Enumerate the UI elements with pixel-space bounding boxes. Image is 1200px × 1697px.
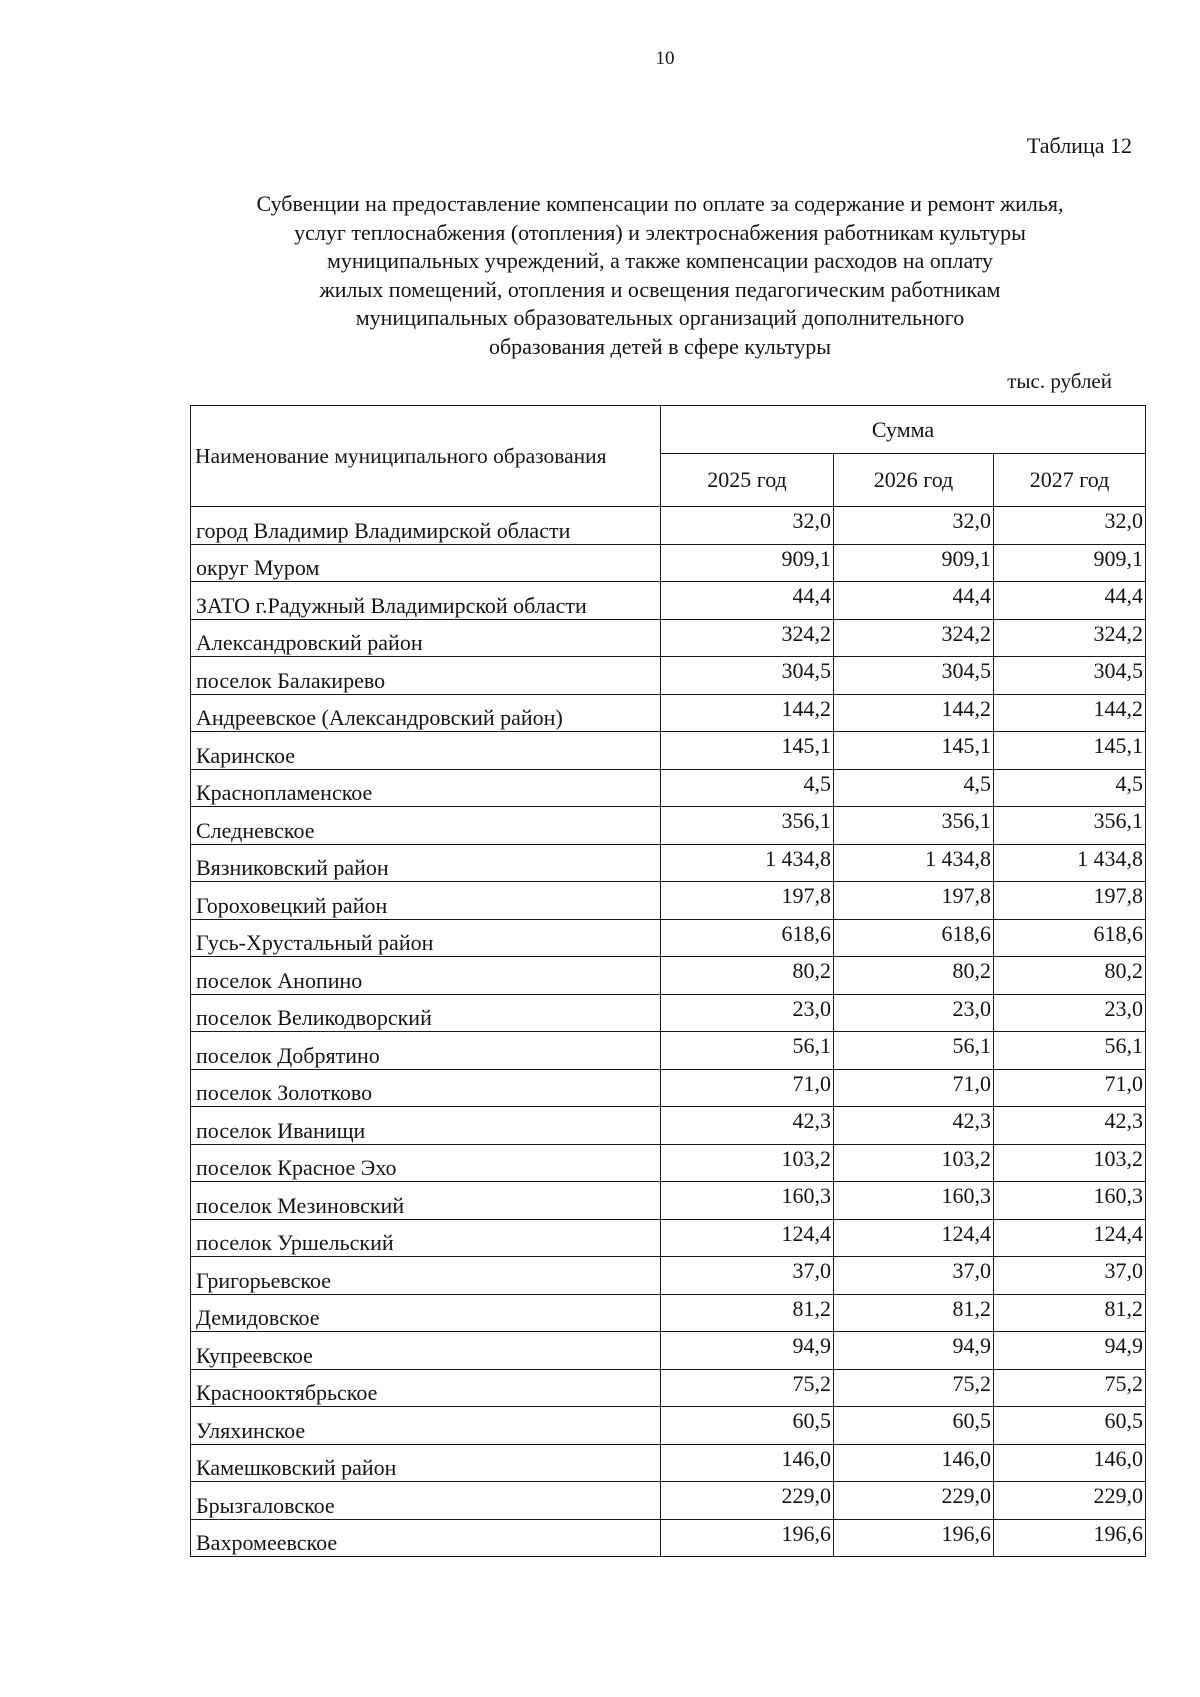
subvention-table xyxy=(190,405,1146,1557)
value-cell-2027: 1 434,8 xyxy=(994,844,1146,882)
value-cell-2025: 618,6 xyxy=(661,919,834,957)
value-cell-2025: 324,2 xyxy=(661,619,834,657)
value-cell-2025: 32,0 xyxy=(661,507,834,545)
value-cell-2027: 304,5 xyxy=(994,657,1146,695)
table-row xyxy=(191,882,1146,920)
municipality-name-cell: Краснооктябрьское xyxy=(191,1369,661,1407)
municipality-name-cell: поселок Добрятино xyxy=(191,1032,661,1070)
value-cell-2027: 60,5 xyxy=(994,1407,1146,1445)
table-row xyxy=(191,919,1146,957)
table-row xyxy=(191,1219,1146,1257)
value-cell-2025: 160,3 xyxy=(661,1182,834,1220)
value-cell-2026: 304,5 xyxy=(834,657,994,695)
document-title xyxy=(190,190,1130,362)
municipality-name-cell: Купреевское xyxy=(191,1332,661,1370)
table-row xyxy=(191,1332,1146,1370)
value-cell-2026: 144,2 xyxy=(834,694,994,732)
value-cell-2025: 37,0 xyxy=(661,1257,834,1295)
municipality-name-cell: Брызгаловское xyxy=(191,1482,661,1520)
value-cell-2025: 145,1 xyxy=(661,732,834,770)
value-cell-2026: 324,2 xyxy=(834,619,994,657)
municipality-name-cell: Краснопламенское xyxy=(191,769,661,807)
value-cell-2026: 103,2 xyxy=(834,1144,994,1182)
value-cell-2026: 23,0 xyxy=(834,994,994,1032)
value-cell-2027: 32,0 xyxy=(994,507,1146,545)
municipality-name-cell: Камешковский район xyxy=(191,1444,661,1482)
table-row xyxy=(191,1069,1146,1107)
title-line: муниципальных учреждений, а также компенсации расходов на оплату xyxy=(326,248,994,274)
value-cell-2026: 356,1 xyxy=(834,807,994,845)
municipality-name-cell: поселок Золотково xyxy=(191,1069,661,1107)
value-cell-2026: 71,0 xyxy=(834,1069,994,1107)
value-cell-2027: 356,1 xyxy=(994,807,1146,845)
value-cell-2025: 196,6 xyxy=(661,1519,834,1557)
value-cell-2026: 160,3 xyxy=(834,1182,994,1220)
municipality-name-cell: ЗАТО г.Радужный Владимирской области xyxy=(191,582,661,620)
municipality-name-cell: поселок Уршельский xyxy=(191,1219,661,1257)
value-cell-2027: 145,1 xyxy=(994,732,1146,770)
table-row xyxy=(191,1107,1146,1145)
title-line: Субвенции на предоставление компенсации по оплате за содержание и ремонт жилья, xyxy=(256,191,1064,216)
table-row xyxy=(191,1182,1146,1220)
page-number: 10 xyxy=(655,48,675,69)
value-cell-2027: 196,6 xyxy=(994,1519,1146,1557)
value-cell-2025: 71,0 xyxy=(661,1069,834,1107)
municipality-name-cell: поселок Иванищи xyxy=(191,1107,661,1145)
value-cell-2025: 197,8 xyxy=(661,882,834,920)
municipality-name-cell: Следневское xyxy=(191,807,661,845)
value-cell-2027: 324,2 xyxy=(994,619,1146,657)
value-cell-2026: 60,5 xyxy=(834,1407,994,1445)
value-cell-2025: 80,2 xyxy=(661,957,834,995)
table-row xyxy=(191,1144,1146,1182)
table-row xyxy=(191,1407,1146,1445)
title-line: образования детей в сфере культуры xyxy=(488,333,832,359)
header-sum: Сумма xyxy=(661,406,1146,454)
table-row xyxy=(191,1032,1146,1070)
value-cell-2027: 197,8 xyxy=(994,882,1146,920)
value-cell-2026: 146,0 xyxy=(834,1444,994,1482)
municipality-name-cell: Вахромеевское xyxy=(191,1519,661,1557)
table-row xyxy=(191,1369,1146,1407)
table-row xyxy=(191,1257,1146,1295)
table-row xyxy=(191,582,1146,620)
value-cell-2025: 103,2 xyxy=(661,1144,834,1182)
value-cell-2027: 42,3 xyxy=(994,1107,1146,1145)
header-year-2025: 2025 год xyxy=(661,454,834,507)
value-cell-2027: 37,0 xyxy=(994,1257,1146,1295)
table-row xyxy=(191,1482,1146,1520)
header-municipality: Наименование муниципального образования xyxy=(191,406,661,507)
table-row xyxy=(191,844,1146,882)
value-cell-2026: 196,6 xyxy=(834,1519,994,1557)
value-cell-2027: 103,2 xyxy=(994,1144,1146,1182)
value-cell-2025: 81,2 xyxy=(661,1294,834,1332)
municipality-name-cell: Григорьевское xyxy=(191,1257,661,1295)
header-year-2027: 2027 год xyxy=(994,454,1146,507)
value-cell-2025: 94,9 xyxy=(661,1332,834,1370)
municipality-name-cell: Гусь-Хрустальный район xyxy=(191,919,661,957)
table-header xyxy=(191,406,1146,507)
table-row xyxy=(191,769,1146,807)
value-cell-2027: 23,0 xyxy=(994,994,1146,1032)
value-cell-2025: 356,1 xyxy=(661,807,834,845)
value-cell-2025: 4,5 xyxy=(661,769,834,807)
value-cell-2026: 56,1 xyxy=(834,1032,994,1070)
municipality-name-cell: Каринское xyxy=(191,732,661,770)
table-row xyxy=(191,994,1146,1032)
municipality-name-cell: поселок Балакирево xyxy=(191,657,661,695)
value-cell-2027: 56,1 xyxy=(994,1032,1146,1070)
value-cell-2027: 4,5 xyxy=(994,769,1146,807)
value-cell-2026: 197,8 xyxy=(834,882,994,920)
table-row xyxy=(191,1294,1146,1332)
value-cell-2025: 75,2 xyxy=(661,1369,834,1407)
value-cell-2025: 229,0 xyxy=(661,1482,834,1520)
value-cell-2026: 42,3 xyxy=(834,1107,994,1145)
value-cell-2026: 80,2 xyxy=(834,957,994,995)
value-cell-2026: 81,2 xyxy=(834,1294,994,1332)
value-cell-2027: 71,0 xyxy=(994,1069,1146,1107)
value-cell-2025: 1 434,8 xyxy=(661,844,834,882)
municipality-name-cell: Андреевское (Александровский район) xyxy=(191,694,661,732)
value-cell-2027: 144,2 xyxy=(994,694,1146,732)
value-cell-2027: 124,4 xyxy=(994,1219,1146,1257)
table-row xyxy=(191,619,1146,657)
municipality-name-cell: Вязниковский район xyxy=(191,844,661,882)
value-cell-2027: 909,1 xyxy=(994,544,1146,582)
value-cell-2025: 909,1 xyxy=(661,544,834,582)
value-cell-2026: 32,0 xyxy=(834,507,994,545)
municipality-name-cell: округ Муром xyxy=(191,544,661,582)
table-row xyxy=(191,694,1146,732)
value-cell-2025: 44,4 xyxy=(661,582,834,620)
table-row xyxy=(191,732,1146,770)
value-cell-2027: 75,2 xyxy=(994,1369,1146,1407)
units-label: тыс. рублей xyxy=(1007,369,1112,393)
value-cell-2025: 146,0 xyxy=(661,1444,834,1482)
value-cell-2027: 618,6 xyxy=(994,919,1146,957)
value-cell-2026: 37,0 xyxy=(834,1257,994,1295)
value-cell-2025: 42,3 xyxy=(661,1107,834,1145)
municipality-name-cell: поселок Мезиновский xyxy=(191,1182,661,1220)
value-cell-2026: 75,2 xyxy=(834,1369,994,1407)
value-cell-2026: 618,6 xyxy=(834,919,994,957)
value-cell-2026: 1 434,8 xyxy=(834,844,994,882)
header-year-2026: 2026 год xyxy=(834,454,994,507)
table-row xyxy=(191,657,1146,695)
value-cell-2026: 4,5 xyxy=(834,769,994,807)
municipality-name-cell: Уляхинское xyxy=(191,1407,661,1445)
value-cell-2026: 124,4 xyxy=(834,1219,994,1257)
value-cell-2027: 81,2 xyxy=(994,1294,1146,1332)
value-cell-2025: 124,4 xyxy=(661,1219,834,1257)
municipality-name-cell: Демидовское xyxy=(191,1294,661,1332)
title-line: услуг теплоснабжения (отопления) и электроснабжения работникам культуры xyxy=(294,219,1026,245)
value-cell-2027: 160,3 xyxy=(994,1182,1146,1220)
header-row xyxy=(191,406,1146,454)
municipality-name-cell: поселок Анопино xyxy=(191,957,661,995)
value-cell-2025: 144,2 xyxy=(661,694,834,732)
value-cell-2027: 94,9 xyxy=(994,1332,1146,1370)
table-row xyxy=(191,1444,1146,1482)
municipality-name-cell: поселок Красное Эхо xyxy=(191,1144,661,1182)
table-row xyxy=(191,544,1146,582)
table-row xyxy=(191,957,1146,995)
value-cell-2025: 60,5 xyxy=(661,1407,834,1445)
table-row xyxy=(191,807,1146,845)
municipality-name-cell: поселок Великодворский xyxy=(191,994,661,1032)
municipality-name-cell: город Владимир Владимирской области xyxy=(191,507,661,545)
value-cell-2027: 146,0 xyxy=(994,1444,1146,1482)
value-cell-2026: 909,1 xyxy=(834,544,994,582)
value-cell-2027: 80,2 xyxy=(994,957,1146,995)
title-line: муниципальных образовательных организаций дополнительного xyxy=(355,305,965,331)
table-row xyxy=(191,507,1146,545)
table-row xyxy=(191,1519,1146,1557)
table-label: Таблица 12 xyxy=(1026,133,1132,158)
value-cell-2026: 44,4 xyxy=(834,582,994,620)
value-cell-2026: 229,0 xyxy=(834,1482,994,1520)
value-cell-2026: 145,1 xyxy=(834,732,994,770)
value-cell-2025: 56,1 xyxy=(661,1032,834,1070)
value-cell-2025: 304,5 xyxy=(661,657,834,695)
value-cell-2027: 44,4 xyxy=(994,582,1146,620)
value-cell-2026: 94,9 xyxy=(834,1332,994,1370)
table-body xyxy=(191,507,1146,1557)
municipality-name-cell: Гороховецкий район xyxy=(191,882,661,920)
municipality-name-cell: Александровский район xyxy=(191,619,661,657)
value-cell-2027: 229,0 xyxy=(994,1482,1146,1520)
title-line: жилых помещений, отопления и освещения педагогическим работникам xyxy=(319,276,1001,302)
value-cell-2025: 23,0 xyxy=(661,994,834,1032)
